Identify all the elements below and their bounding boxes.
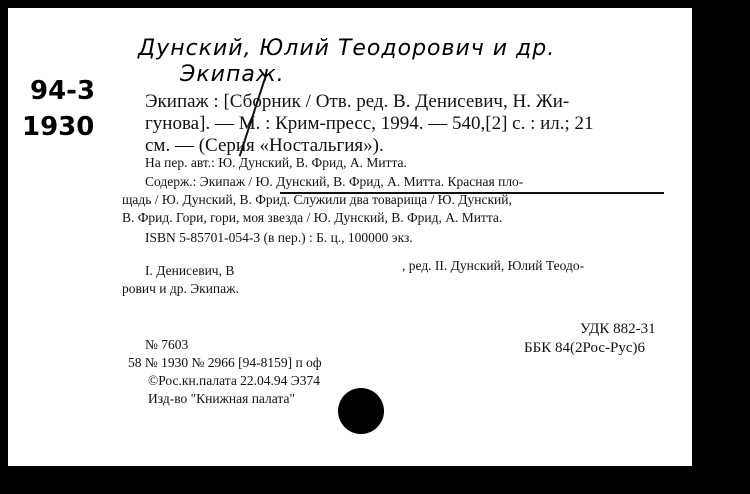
- tracing-line1-right: , ред. II. Дунский, Юлий Теодо-: [402, 258, 585, 273]
- scan-border: [692, 0, 750, 494]
- shelfmark-bottom: 1930: [22, 112, 95, 142]
- bbk-code: ББК 84(2Рос-Рус)6: [524, 340, 645, 356]
- handwritten-title: Экипаж.: [180, 62, 285, 87]
- main-entry-line3: см. — (Серия «Ностальгия»).: [145, 135, 384, 156]
- handwritten-heading: Дунский, Юлий Теодорович и др.: [138, 36, 556, 61]
- tracing-line2: рович и др. Экипаж.: [122, 281, 239, 296]
- copyright-line: ©Рос.кн.палата 22.04.94 Э374: [148, 373, 320, 388]
- contents-line1: Содерж.: Экипаж / Ю. Дунский, В. Фрид, А. Митта. Красная пло-: [145, 174, 524, 189]
- publisher-line: Изд-во "Книжная палата": [148, 391, 295, 406]
- catalog-card: [8, 8, 692, 466]
- punch-hole: [338, 388, 384, 434]
- udk-code: УДК 882-31: [580, 321, 656, 337]
- card-number: № 7603: [145, 337, 189, 352]
- isbn-line: ISBN 5-85701-054-3 (в пер.) : Б. ц., 100000 экз.: [145, 230, 413, 245]
- authors-note: На пер. авт.: Ю. Дунский, В. Фрид, А. Митта.: [145, 155, 407, 170]
- registration-line: 58 № 1930 № 2966 [94-8159] п оф: [128, 355, 322, 370]
- main-entry-line2: гунова]. — М. : Крим-пресс, 1994. — 540,[2] с. : ил.; 21: [145, 113, 594, 134]
- contents-line3: В. Фрид. Гори, гори, моя звезда / Ю. Дунский, В. Фрид, А. Митта.: [122, 210, 503, 225]
- contents-line2: щадь / Ю. Дунский, В. Фрид. Служили два товарища / Ю. Дунский,: [122, 192, 512, 207]
- tracing-line1-left: I. Денисевич, В: [145, 263, 235, 278]
- shelfmark-top: 94-3: [30, 76, 96, 106]
- main-entry-line1: Экипаж : [Сборник / Отв. ред. В. Денисевич, Н. Жи-: [145, 91, 570, 112]
